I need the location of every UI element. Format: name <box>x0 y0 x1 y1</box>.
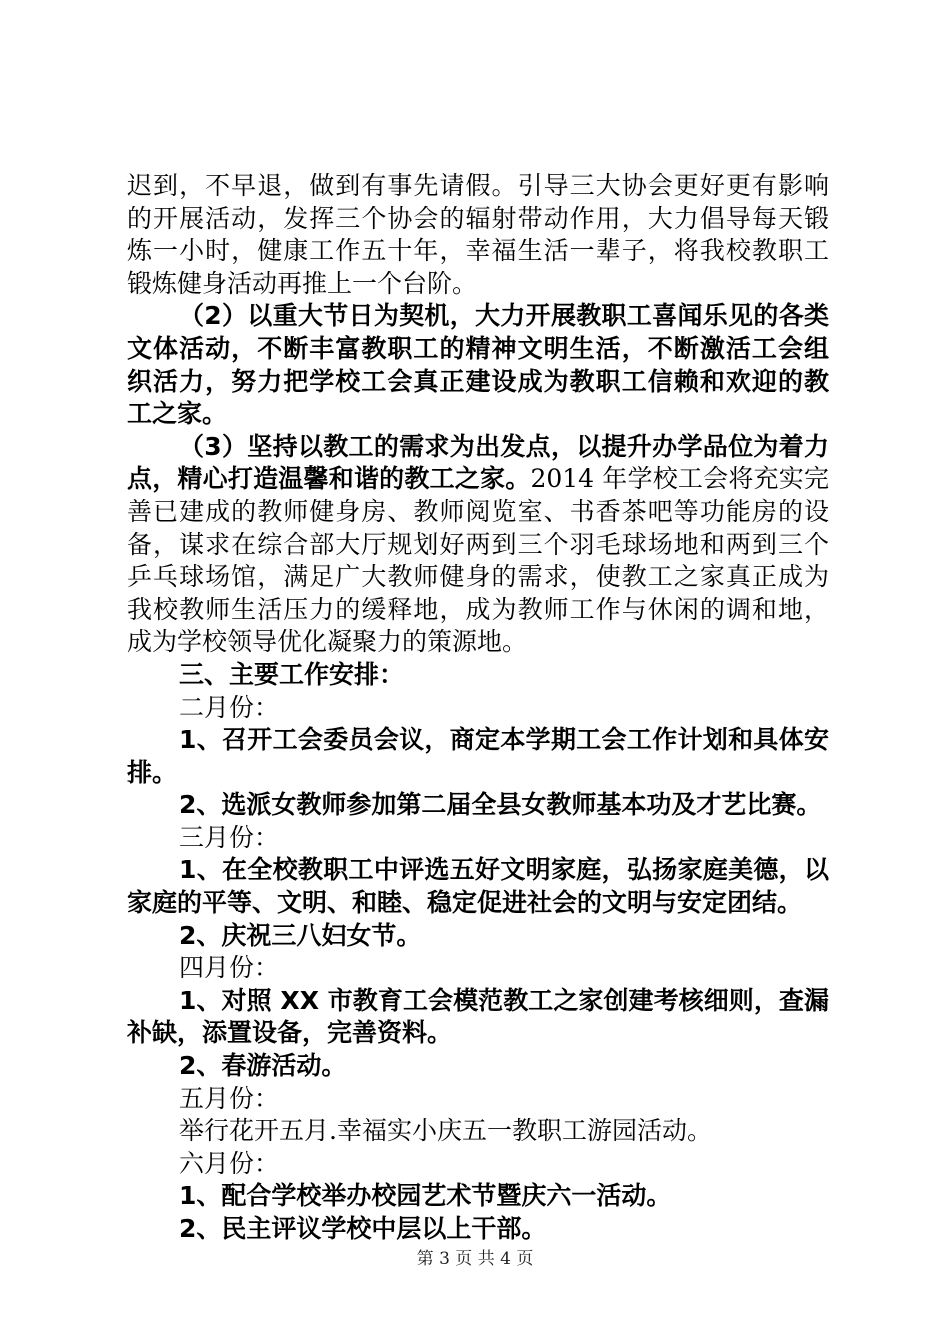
text-line: 二月份： <box>179 692 280 722</box>
text-line: 四月份： <box>179 953 280 983</box>
text-line: 2、民主评议学校中层以上干部。 <box>179 1214 547 1243</box>
text-line: 2、春游活动。 <box>179 1051 347 1081</box>
text-line: 工之家。 <box>127 399 228 429</box>
text-line <box>127 463 829 496</box>
text-line: 成为学校领导优化凝聚力的策源地。 <box>127 627 528 657</box>
text-line: （3）坚持以教工的需求为出发点，以提升办学品位为着力 <box>179 431 829 461</box>
text-line: 备，谋求在综合部大厅规划好两到三个羽毛球场地和两到三个 <box>127 529 829 559</box>
text-line: 我校教师生活压力的缓释地，成为教师工作与休闲的调和地， <box>127 594 829 624</box>
text-line: 1、对照 XX 市教育工会模范教工之家创建考核细则，查漏 <box>179 985 829 1015</box>
text-line: 文体活动，不断丰富教职工的精神文明生活，不断激活工会组 <box>127 333 829 363</box>
document-body <box>127 170 829 1246</box>
text-line: 举行花开五月.幸福实小庆五一教职工游园活动。 <box>179 1116 712 1146</box>
text-line: （2）以重大节日为契机，大力开展教职工喜闻乐见的各类 <box>179 301 829 331</box>
text-line: 1、配合学校举办校园艺术节暨庆六一活动。 <box>179 1181 672 1211</box>
text-line: 补缺，添置设备，完善资料。 <box>127 1018 453 1048</box>
text-line: 1、在全校教职工中评选五好文明家庭，弘扬家庭美德，以 <box>179 855 829 885</box>
text-line: 2、庆祝三八妇女节。 <box>179 920 422 950</box>
text-line: 三月份： <box>179 822 280 852</box>
text-line: 乒乓球场馆，满足广大教师健身的需求，使教工之家真正成为 <box>127 562 829 592</box>
text-line-bold-part: 点，精心打造温馨和谐的教工之家。 <box>127 464 531 494</box>
text-line: 三、主要工作安排： <box>179 659 405 689</box>
text-line: 五月份： <box>179 1083 280 1113</box>
text-line: 的开展活动，发挥三个协会的辐射带动作用，大力倡导每天锻 <box>127 203 829 233</box>
text-line: 1、召开工会委员会议，商定本学期工会工作计划和具体安 <box>179 725 829 755</box>
text-line-serif-part: 2014 年学校工会将充实完 <box>530 464 829 494</box>
text-line: 排。 <box>127 757 178 787</box>
text-line: 善已建成的教师健身房、教师阅览室、书香茶吧等功能房的设 <box>127 496 829 526</box>
text-line: 锻炼健身活动再推上一个台阶。 <box>127 268 478 298</box>
text-line: 2、选派女教师参加第二届全县女教师基本功及才艺比赛。 <box>179 790 822 820</box>
text-line: 炼一小时，健康工作五十年，幸福生活一辈子，将我校教职工 <box>127 236 829 266</box>
text-line: 迟到，不早退，做到有事先请假。引导三大协会更好更有影响 <box>127 171 829 200</box>
text-line: 六月份： <box>179 1148 280 1178</box>
page-footer: 第 3 页 共 4 页 <box>416 1249 534 1269</box>
text-line: 织活力，努力把学校工会真正建设成为教职工信赖和欢迎的教 <box>127 366 829 396</box>
text-line: 家庭的平等、文明、和睦、稳定促进社会的文明与安定团结。 <box>127 888 803 918</box>
